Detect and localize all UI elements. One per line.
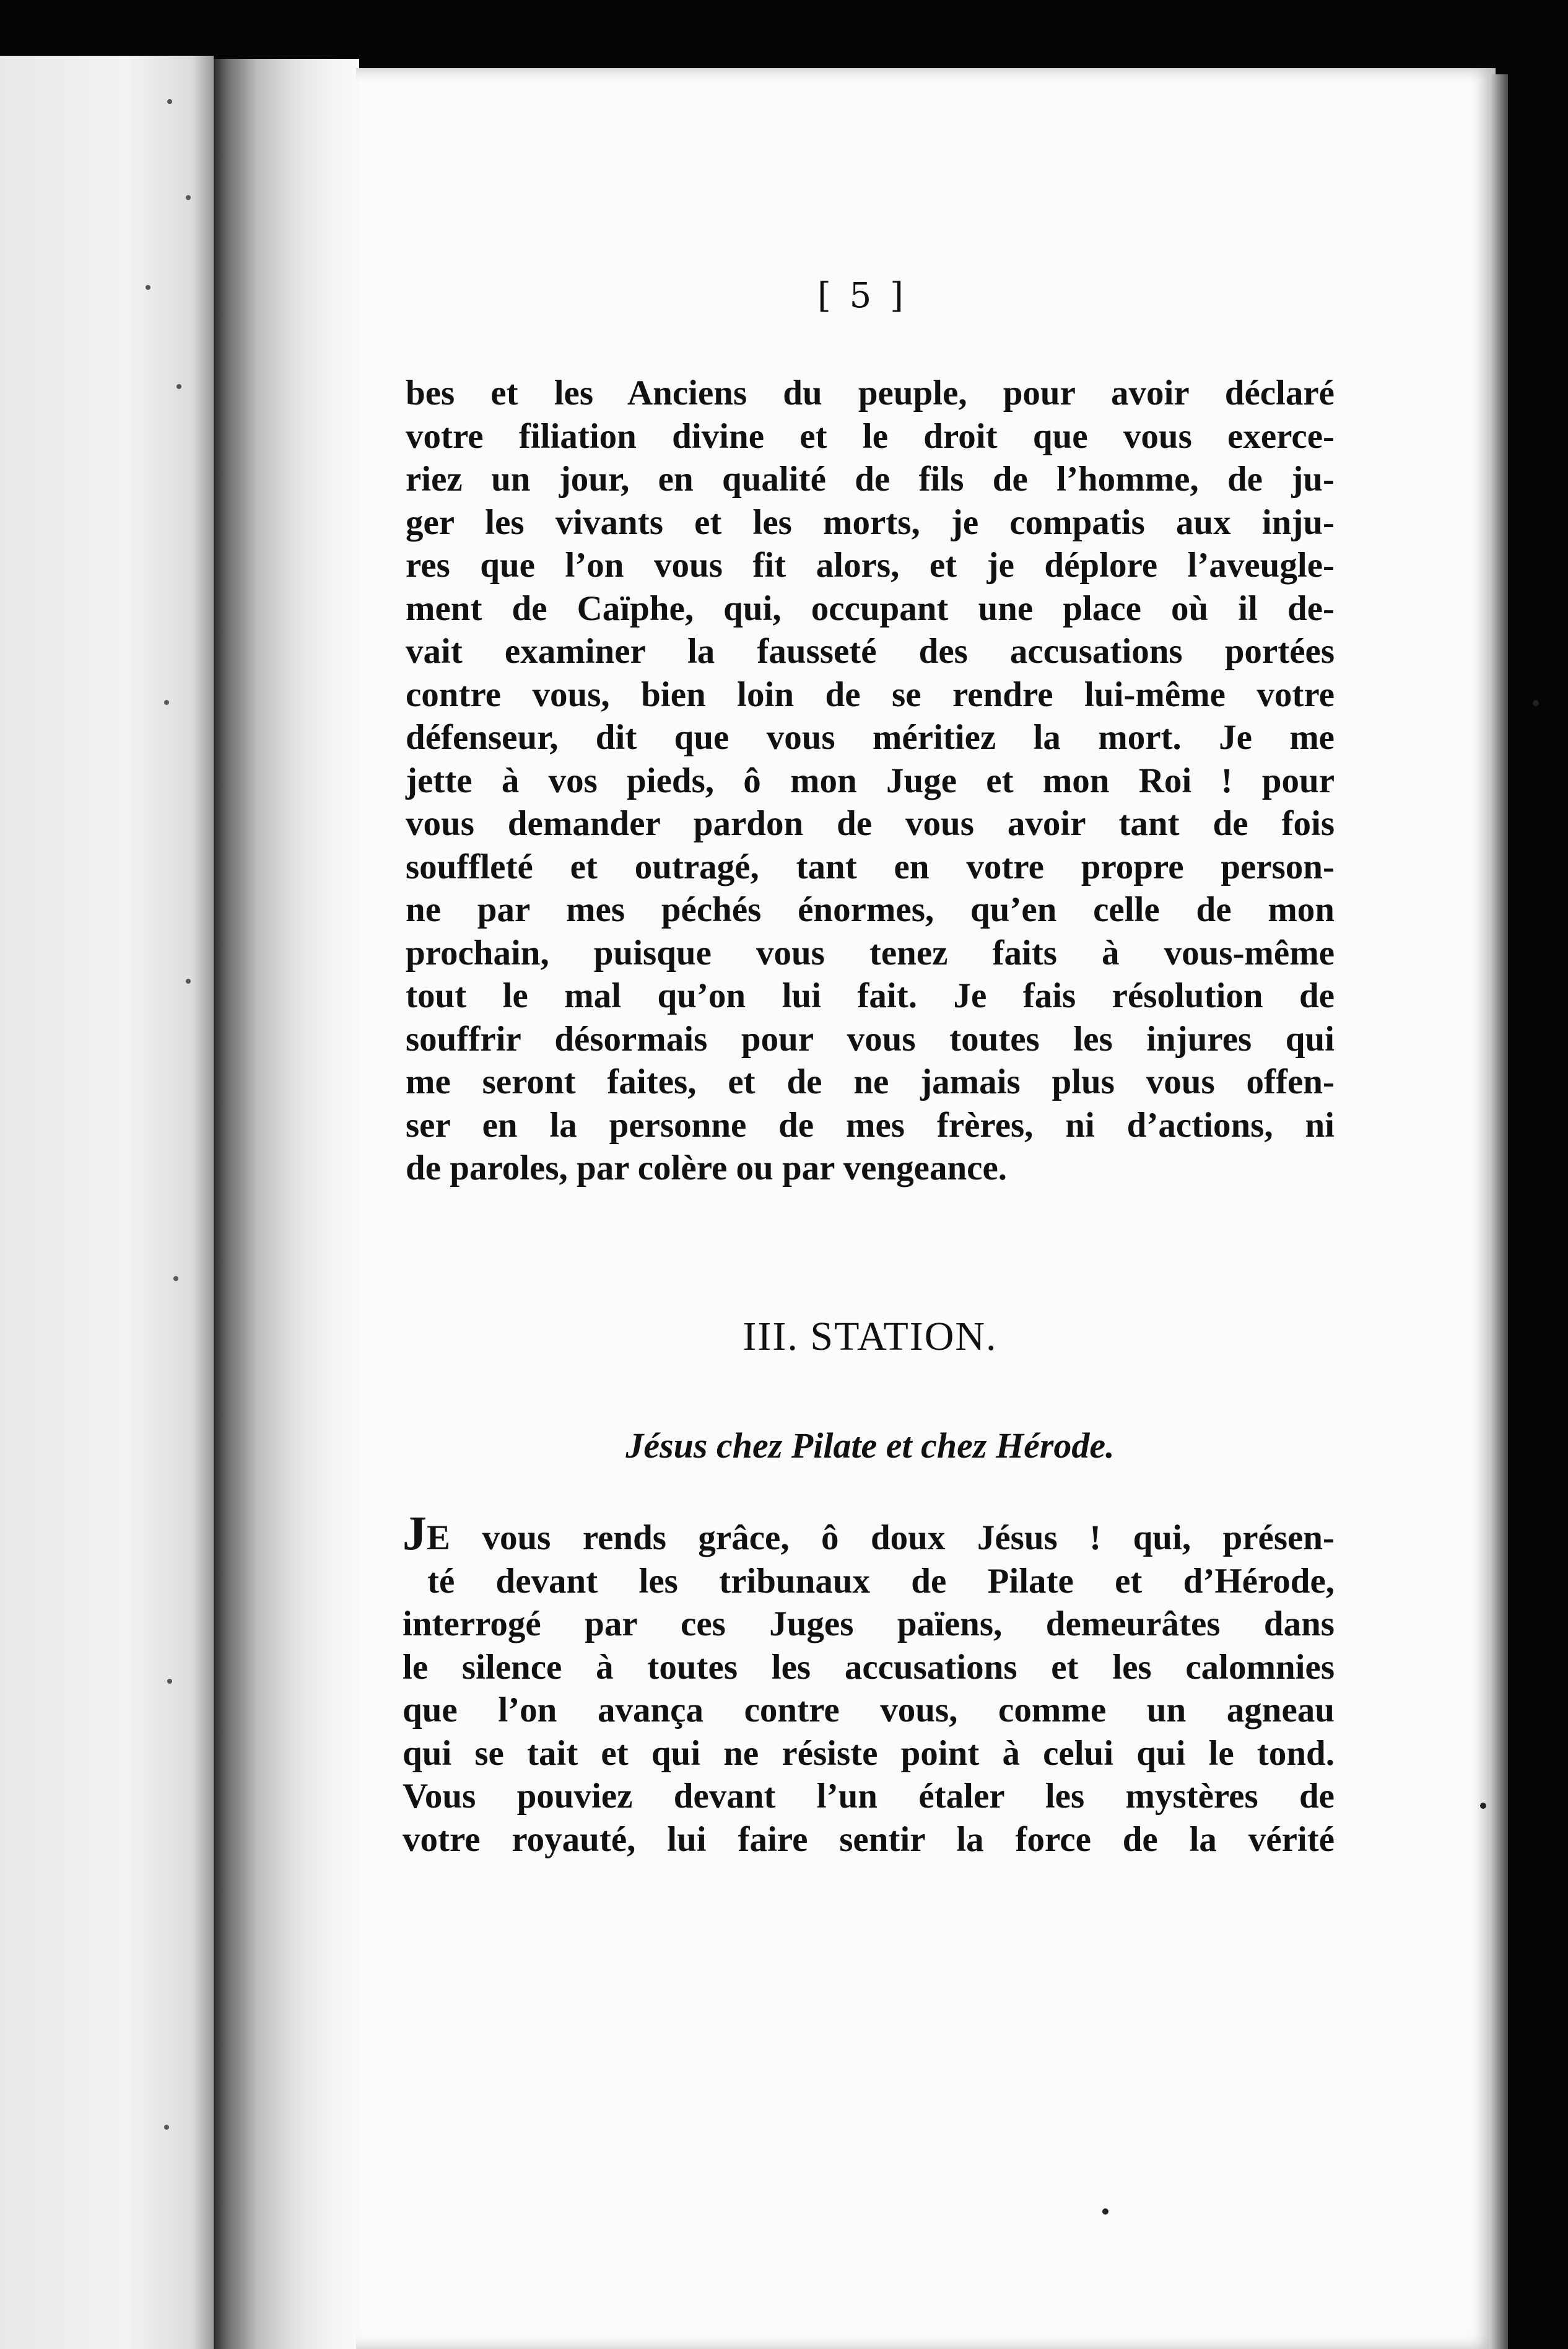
text-line: riez un jour, en qualité de fils de l’homme, de ju-: [406, 460, 1335, 499]
text-line: qui se tait et qui ne résiste point à celui qui le tond.: [403, 1733, 1335, 1773]
text-line: vous demander pardon de vous avoir tant de fois: [406, 804, 1335, 843]
paper-speck: [186, 979, 191, 984]
text-line: bes et les Anciens du peuple, pour avoir déclaré: [406, 374, 1335, 413]
text-line: jette à vos pieds, ô mon Juge et mon Roi ! pour: [406, 761, 1335, 800]
text-line: ger les vivants et les morts, je compatis aux inju-: [406, 502, 1335, 542]
text-line: ser en la personne de mes frères, ni d’actions, ni: [406, 1105, 1335, 1145]
paper-speck: [167, 1679, 172, 1684]
text-line: té devant les tribunaux de Pilate et d’Hérode,: [427, 1561, 1335, 1601]
text-line: vait examiner la fausseté des accusations portées: [406, 632, 1335, 671]
paper-speck: [164, 2125, 169, 2130]
left-facing-page: [0, 56, 214, 2349]
scan-mark: [1102, 2208, 1108, 2215]
first-word-rest: E: [427, 1518, 451, 1557]
scan-mark: [1533, 700, 1539, 706]
text-line-content: vous rends grâce, ô doux Jésus ! qui, présen-: [450, 1518, 1335, 1557]
drop-cap-letter: J: [403, 1506, 427, 1560]
paper-speck: [176, 384, 181, 389]
text-line: souffleté et outragé, tant en votre propre person-: [406, 847, 1335, 886]
text-line-first: [403, 1506, 1335, 1560]
text-line: interrogé par ces Juges païens, demeurâtes dans: [403, 1604, 1335, 1643]
paragraph-continuation: [406, 372, 1335, 1190]
text-line: votre filiation divine et le droit que vous exerce-: [406, 416, 1335, 456]
text-line: contre vous, bien loin de se rendre lui-même votre: [406, 675, 1335, 714]
text-line: défenseur, dit que vous méritiez la mort. Je me: [406, 718, 1335, 757]
paper-speck: [167, 99, 172, 104]
text-line: ment de Caïphe, qui, occupant une place où il de-: [406, 588, 1335, 628]
text-line: souffrir désormais pour vous toutes les injures qui: [406, 1019, 1335, 1059]
text-line: de paroles, par colère ou par vengeance.: [406, 1148, 1008, 1188]
paper-speck: [186, 195, 191, 200]
text-line: le silence à toutes les accusations et les calomnies: [403, 1647, 1335, 1687]
paper-speck: [146, 285, 150, 290]
text-line: me seront faites, et de ne jamais plus vous offen-: [406, 1062, 1335, 1101]
text-line: prochain, puisque vous tenez faits à vous-même: [406, 933, 1335, 973]
page-number: [ 5 ]: [817, 276, 907, 316]
text-line: ne par mes péchés énormes, qu’en celle de mon: [406, 890, 1335, 929]
book-gutter-shadow: [214, 59, 359, 2349]
paper-speck: [173, 1276, 178, 1281]
station-paragraph: [403, 1506, 1335, 1861]
station-subheading: Jésus chez Pilate et chez Hérode.: [625, 1425, 1115, 1466]
text-line: Vous pouviez devant l’un étaler les mystères de: [403, 1777, 1335, 1816]
page-edge-shadow: [1489, 74, 1508, 2349]
text-line: que l’on avança contre vous, comme un agneau: [403, 1691, 1335, 1730]
paper-speck: [164, 700, 169, 705]
text-line: votre royauté, lui faire sentir la force de la vérité: [403, 1819, 1335, 1859]
station-heading: III. STATION.: [743, 1314, 998, 1359]
text-line: tout le mal qu’on lui fait. Je fais résolution de: [406, 976, 1335, 1015]
scan-mark: [1480, 1803, 1486, 1809]
text-line: res que l’on vous fit alors, et je déplore l’aveugle-: [406, 546, 1335, 585]
